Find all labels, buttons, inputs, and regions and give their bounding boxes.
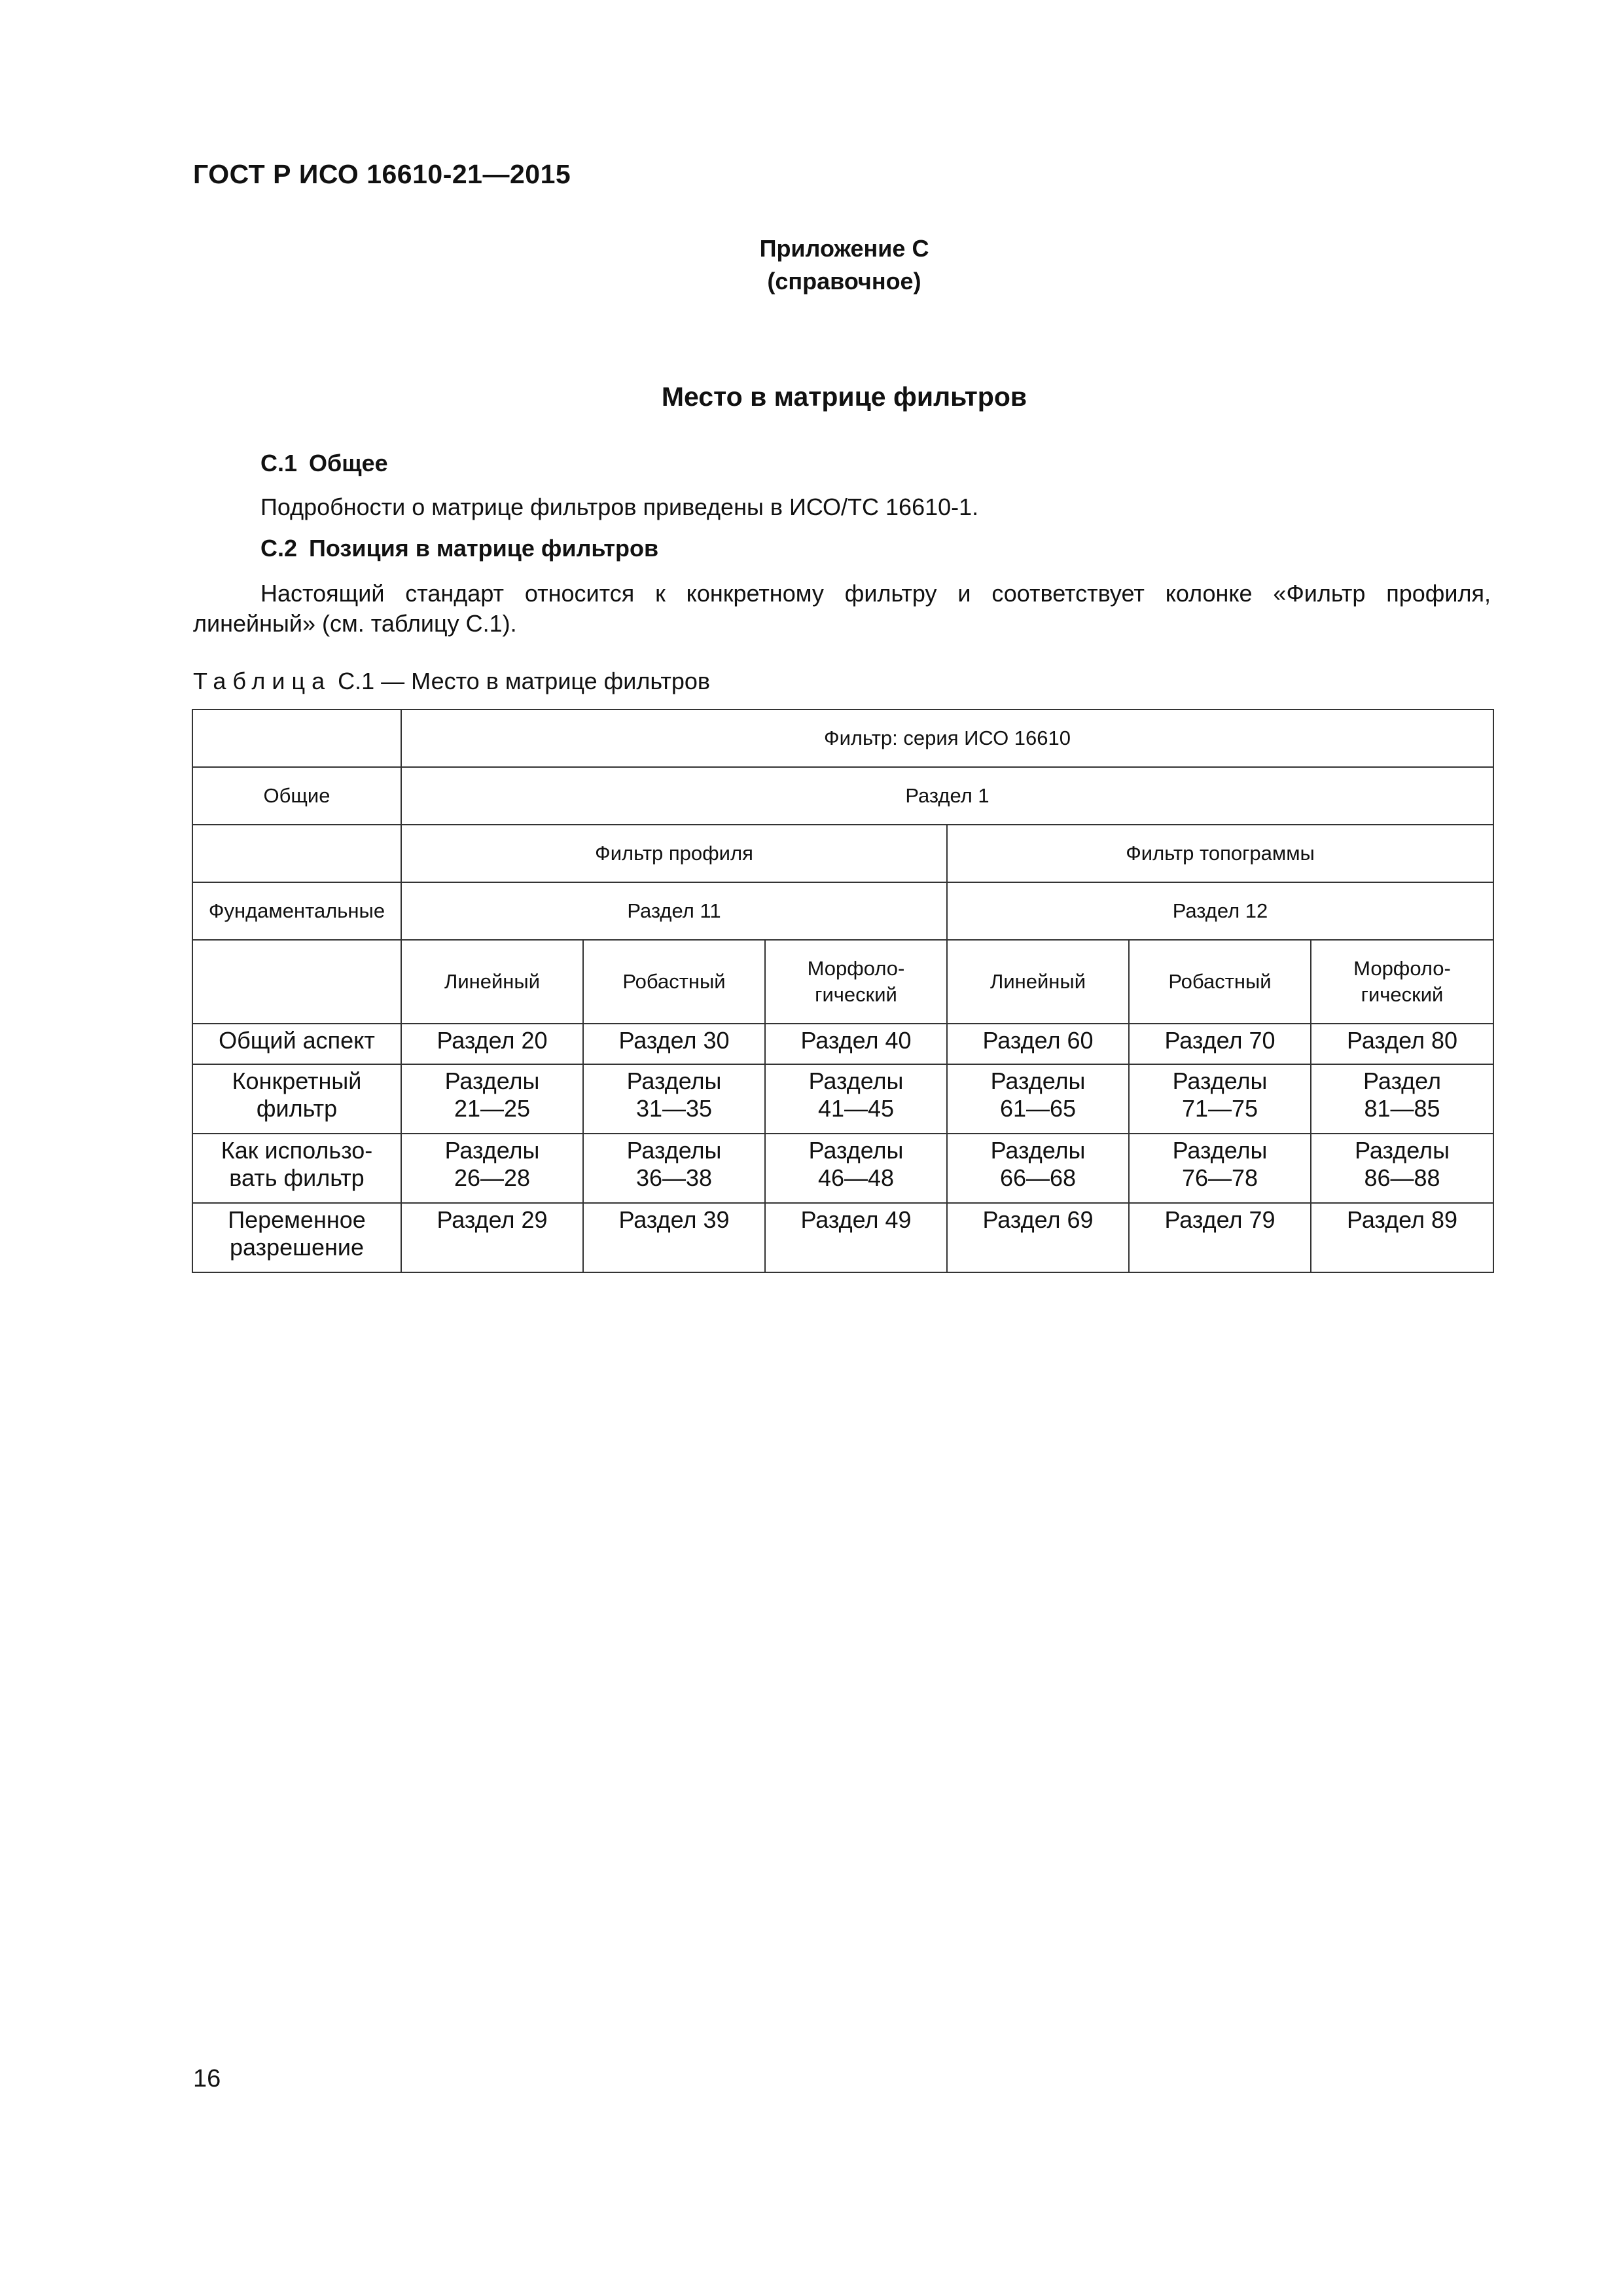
subsection-heading-c1 bbox=[260, 450, 388, 477]
row-label-cell: Как использо- вать фильтр bbox=[192, 1134, 401, 1203]
series-cell: Фильтр: серия ИСО 16610 bbox=[401, 709, 1493, 767]
table-cell: Разделы 66—68 bbox=[947, 1134, 1129, 1203]
document-header: ГОСТ Р ИСО 16610-21—2015 bbox=[193, 159, 571, 189]
areal-filter-cell: Фильтр топограммы bbox=[947, 825, 1493, 882]
table-row bbox=[192, 1024, 1493, 1064]
table-caption bbox=[193, 668, 710, 695]
column-header-cell: Морфоло- гический bbox=[1311, 940, 1493, 1024]
table-cell: Разделы 21—25 bbox=[401, 1064, 583, 1134]
appendix-type: (справочное) bbox=[767, 268, 921, 295]
table-cell: Раздел 89 bbox=[1311, 1203, 1493, 1272]
part-12-cell: Раздел 12 bbox=[947, 882, 1493, 940]
header-row-filter-type bbox=[192, 825, 1493, 882]
filter-matrix-table bbox=[192, 709, 1494, 1273]
matrix-body bbox=[192, 1024, 1493, 1272]
fundamental-label-cell: Фундаментальные bbox=[192, 882, 401, 940]
paragraph-c1: Подробности о матрице фильтров приведены в ИСО/ТС 16610-1. bbox=[260, 493, 979, 520]
table-cell: Раздел 29 bbox=[401, 1203, 583, 1272]
table-cell: Раздел 80 bbox=[1311, 1024, 1493, 1064]
table-caption-word: Таблица bbox=[193, 668, 332, 694]
appendix-heading bbox=[0, 232, 1623, 298]
table-cell: Раздел 70 bbox=[1129, 1024, 1311, 1064]
table-row bbox=[192, 1134, 1493, 1203]
header-row-fundamental bbox=[192, 882, 1493, 940]
table-cell: Разделы 41—45 bbox=[765, 1064, 947, 1134]
table-cell: Раздел 49 bbox=[765, 1203, 947, 1272]
table-cell: Раздел 69 bbox=[947, 1203, 1129, 1272]
table-cell: Разделы 26—28 bbox=[401, 1134, 583, 1203]
row-label-cell: Общий аспект bbox=[192, 1024, 401, 1064]
row-label-cell: Конкретный фильтр bbox=[192, 1064, 401, 1134]
subsection-heading-c2 bbox=[260, 535, 658, 562]
row-label-cell: Переменное разрешение bbox=[192, 1203, 401, 1272]
table-caption-text: С.1 — Место в матрице фильтров bbox=[331, 668, 711, 694]
empty-cell bbox=[192, 825, 401, 882]
appendix-title: Приложение С bbox=[759, 235, 929, 262]
table-cell: Разделы 71—75 bbox=[1129, 1064, 1311, 1134]
subsection-title: Общее bbox=[309, 450, 388, 476]
table-cell: Разделы 76—78 bbox=[1129, 1134, 1311, 1203]
table-cell: Разделы 36—38 bbox=[583, 1134, 765, 1203]
column-header-cell: Линейный bbox=[947, 940, 1129, 1024]
page-number: 16 bbox=[193, 2065, 221, 2092]
profile-filter-cell: Фильтр профиля bbox=[401, 825, 947, 882]
header-row-series bbox=[192, 709, 1493, 767]
table-cell: Разделы 61—65 bbox=[947, 1064, 1129, 1134]
general-label-cell: Общие bbox=[192, 767, 401, 825]
table-cell: Раздел 40 bbox=[765, 1024, 947, 1064]
table-row bbox=[192, 1064, 1493, 1134]
empty-cell bbox=[192, 709, 401, 767]
empty-cell bbox=[192, 940, 401, 1024]
table-cell: Разделы 46—48 bbox=[765, 1134, 947, 1203]
general-part-cell: Раздел 1 bbox=[401, 767, 1493, 825]
table-cell: Разделы 86—88 bbox=[1311, 1134, 1493, 1203]
table-cell: Раздел 20 bbox=[401, 1024, 583, 1064]
subsection-number: С.1 bbox=[260, 450, 298, 476]
header-row-general bbox=[192, 767, 1493, 825]
table-row bbox=[192, 1203, 1493, 1272]
paragraph-c2-line2: линейный» (см. таблицу С.1). bbox=[193, 610, 517, 637]
table-cell: Раздел 81—85 bbox=[1311, 1064, 1493, 1134]
table-cell: Раздел 79 bbox=[1129, 1203, 1311, 1272]
section-title: Место в матрице фильтров bbox=[661, 382, 1027, 412]
table-cell: Раздел 39 bbox=[583, 1203, 765, 1272]
table-cell: Раздел 60 bbox=[947, 1024, 1129, 1064]
table-cell: Разделы 31—35 bbox=[583, 1064, 765, 1134]
column-header-cell: Линейный bbox=[401, 940, 583, 1024]
column-header-cell: Робастный bbox=[1129, 940, 1311, 1024]
header-row-filter-kind bbox=[192, 940, 1493, 1024]
paragraph-c2-line1: Настоящий стандарт относится к конкретному фильтру и соответствует колонке «Фильтр профиля, bbox=[260, 580, 1491, 607]
subsection-number: С.2 bbox=[260, 535, 298, 562]
subsection-title: Позиция в матрице фильтров bbox=[309, 535, 659, 562]
part-11-cell: Раздел 11 bbox=[401, 882, 947, 940]
column-header-cell: Робастный bbox=[583, 940, 765, 1024]
table-cell: Раздел 30 bbox=[583, 1024, 765, 1064]
column-header-cell: Морфоло- гический bbox=[765, 940, 947, 1024]
